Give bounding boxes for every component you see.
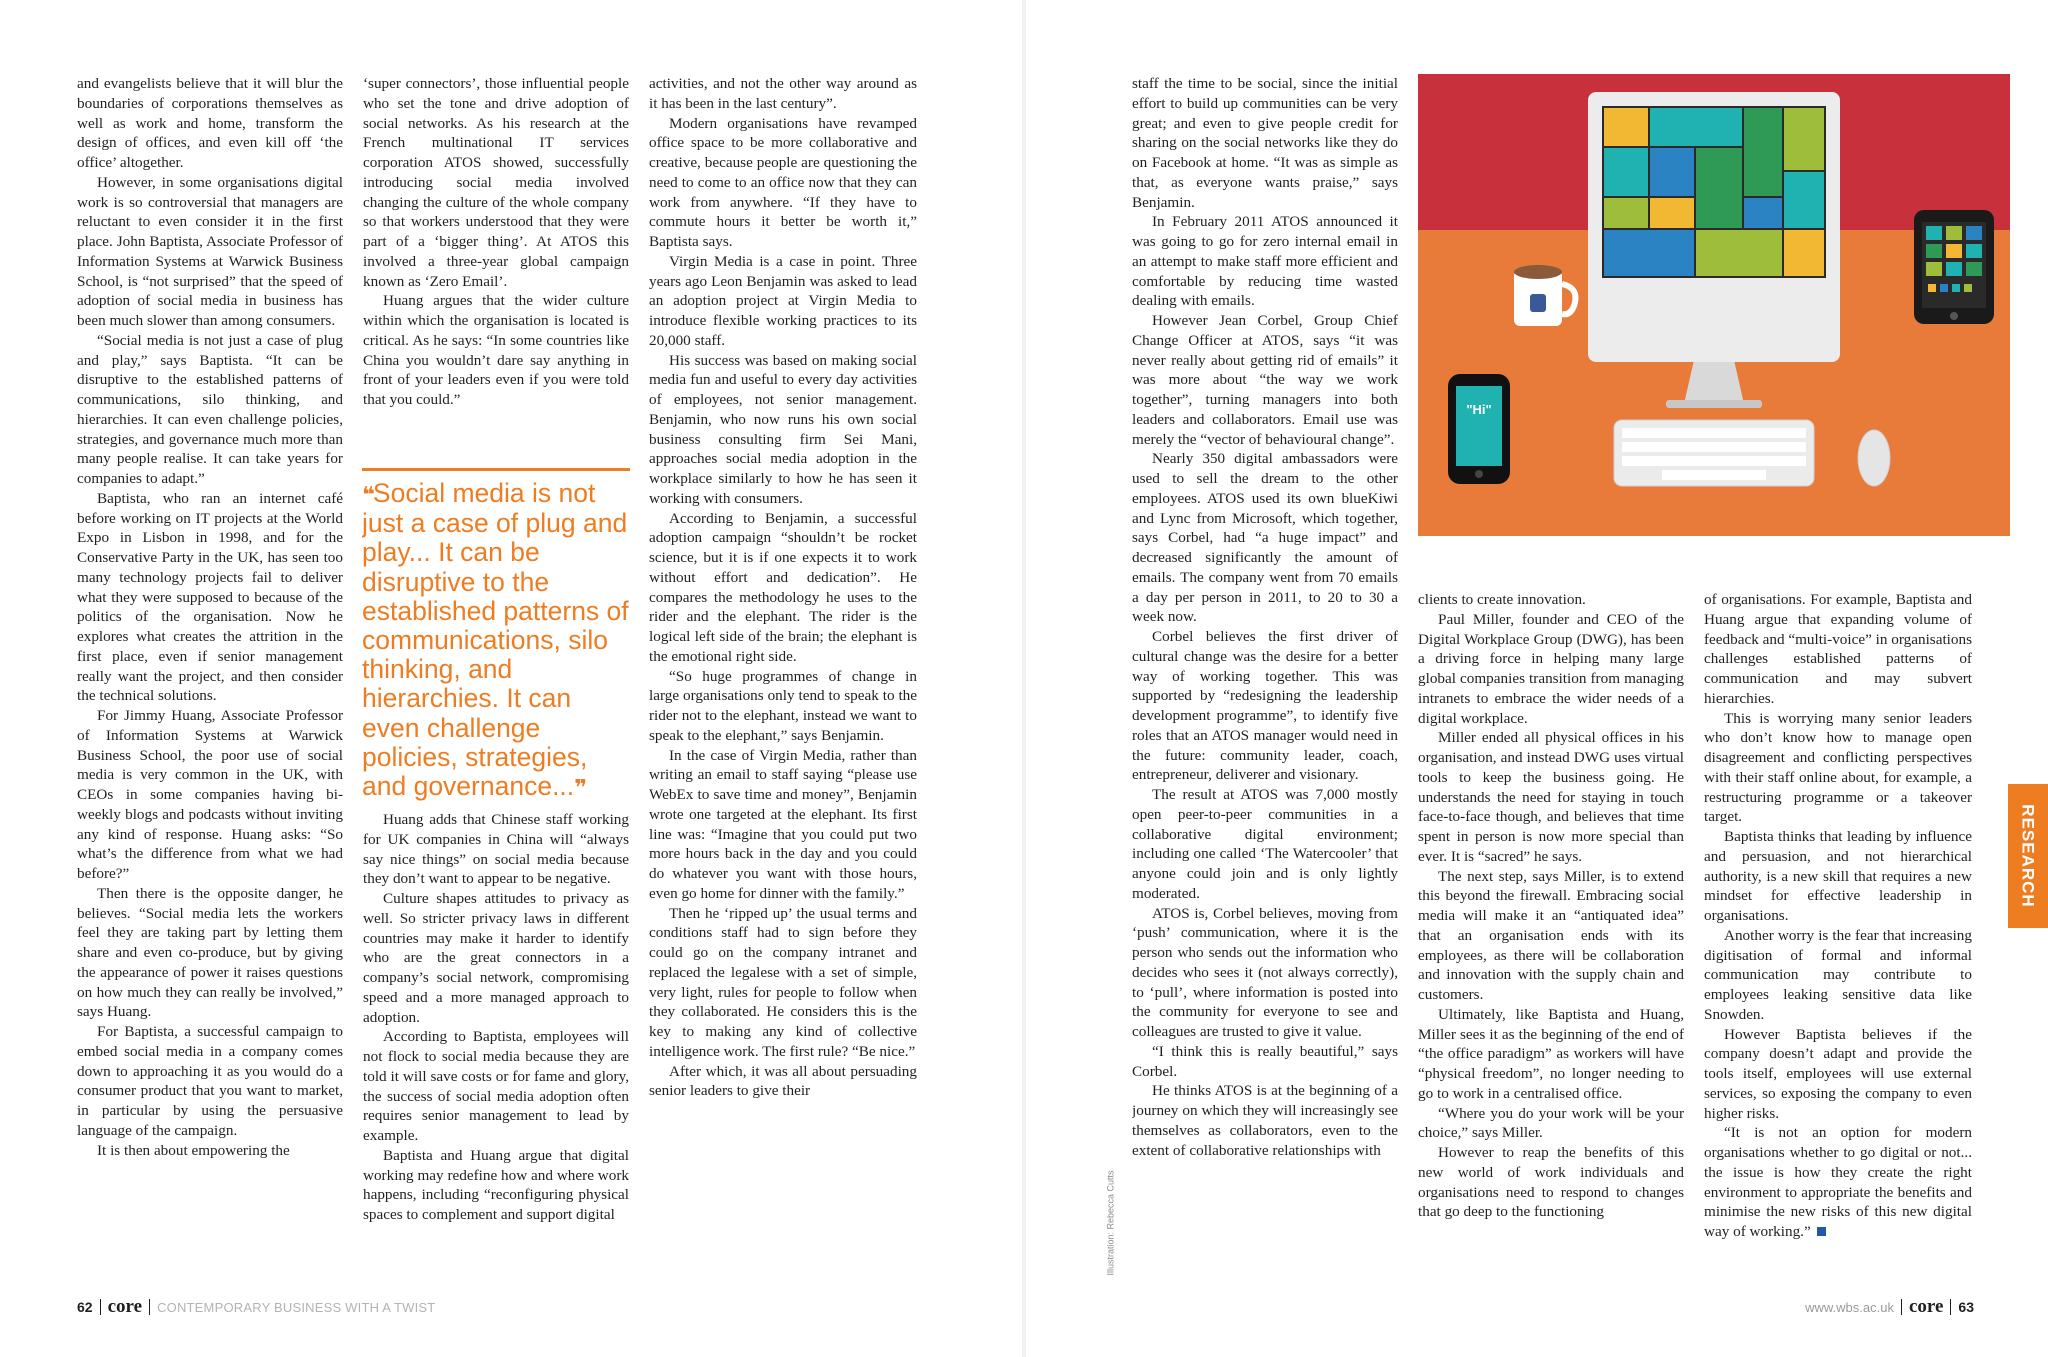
tile: [1604, 198, 1648, 228]
paragraph: However, in some organisations digital work is so controversial that managers are reluctant to even consider it in the first place. John Baptista, Associate Professor of Information Systems at Warwick Business School, is “not surprised” that the speed of adoption of social media in business has been much slower than among consumers.: [77, 173, 343, 329]
end-of-article-mark: [1817, 1227, 1826, 1236]
monitor-stand: [1684, 360, 1744, 404]
paragraph: In February 2011 ATOS announced it was going to go for zero internal email in an attempt to make staff more efficient and comfortable by reducing time wasted dealing with emails.: [1132, 213, 1398, 310]
paragraph: However to reap the benefits of this new world of work individuals and organisations need to respond to changes that go deep to the functioning: [1418, 1144, 1684, 1221]
paragraph: Ultimately, like Baptista and Huang, Miller sees it as the beginning of the end of “the office paradigm” as workers will have “physical freedom”, no longer needing to go to work in a centralised office.: [1418, 1005, 1684, 1102]
paragraph: Corbel believes the first driver of cultural change was the desire for a better way of working together. This was supported by “redesigning the leadership development programme”, to identify five roles that an ATOS manager would need in the future: community leader, coach, entrepreneur, deliverer and visionary.: [1132, 628, 1398, 784]
column-2-top: [363, 74, 629, 458]
paragraph: Virgin Media is a case in point. Three years ago Leon Benjamin was asked to lead an adoption project at Virgin Media to introduce flexible working practices to its 20,000 staff.: [649, 252, 917, 349]
pull-quote: [362, 468, 630, 809]
folio-divider: [1901, 1299, 1902, 1315]
page-number-left: 62: [77, 1299, 93, 1315]
paragraph: However Jean Corbel, Group Chief Change Officer at ATOS, says “it was never really about getting rid of emails” it was more about “the way we work together”, turning managers into both leaders and collaborators. Email use was merely the “vector of behavioural change”.: [1132, 312, 1398, 448]
paragraph: and evangelists believe that it will blur the boundaries of corporations themselves as well as work and home, transform the design of offices, and even kill off ‘the office’ altogether.: [77, 75, 343, 171]
paragraph: Modern organisations have revamped office space to be more collaborative and creative, because people are questioning the need to come to an office now that they can work from anywhere. “If they have to commute hours it better be worth it,” Baptista says.: [649, 114, 917, 250]
column-3: [649, 74, 917, 1264]
paragraph: Huang argues that the wider culture within which the organisation is located is critical. As he says: “In some countries like China you wouldn’t dare say anything in front of your leaders even if you were told that you could.”: [363, 292, 629, 408]
tile: [1650, 148, 1694, 196]
paragraph: “Social media is not just a case of plug and play,” says Baptista. “It can be disruptive to the established patterns of communications, silo thinking, and hierarchies. It can even challenge policies, strategies, and governance much more than many people realise. It can take years for companies to adapt.”: [77, 331, 343, 487]
paragraph: “I think this is really beautiful,” says Corbel.: [1132, 1042, 1398, 1080]
website-url[interactable]: www.wbs.ac.uk: [1805, 1299, 1894, 1315]
folio-divider: [1950, 1299, 1951, 1315]
paragraph: Then there is the opposite danger, he believes. “Social media lets the workers feel they are taking part by letting them share and even co-produce, but by giving the appearance of power it raises questions on how much they can really be involved,” says Huang.: [77, 884, 343, 1021]
spine-gutter: [1022, 0, 1026, 1357]
tile: [1604, 108, 1648, 146]
illustration-credit: Illustration: Rebecca Cutts: [1106, 1170, 1117, 1276]
left-folio: [77, 1296, 435, 1318]
mouse: [1858, 430, 1890, 486]
paragraph: Baptista thinks that leading by influence and persuasion, and not hierarchical authority, is a new skill that requires a new mindset for effective leadership in organisations.: [1704, 828, 1972, 924]
section-tab-label: RESEARCH: [2019, 804, 2038, 908]
column-6: [1704, 590, 1972, 1264]
paragraph: “So huge programmes of change in large organisations only tend to speak to the rider not to the elephant, instead we want to speak to the elephant,” says Benjamin.: [649, 667, 917, 744]
paragraph: The result at ATOS was 7,000 mostly open peer-to-peer communities in a collaborative digital environment; including one called ‘The Watercooler’ that anyone could join and is only lightly moderated.: [1132, 786, 1398, 902]
section-tab: [2008, 784, 2048, 928]
phone-chat-bubble: "Hi": [1466, 402, 1492, 417]
paragraph: Baptista and Huang argue that digital working may redefine how and where work happens, including “reconfiguring physical spaces to complement and support digital: [363, 1146, 629, 1223]
tile: [1784, 230, 1824, 276]
tile: [1784, 108, 1824, 170]
paragraph: staff the time to be social, since the initial effort to build up communities can be very great; and even to give people credit for sharing on the social networks like they do on Facebook at home. “It was as simple as that, as everyone wants praise,” says Benjamin.: [1132, 75, 1398, 211]
paragraph: Paul Miller, founder and CEO of the Digital Workplace Group (DWG), has been a driving force in helping many large global companies transition from managing intranets to embrace the wider needs of a digital workplace.: [1418, 610, 1684, 727]
magazine-logo: core: [107, 1296, 143, 1317]
paragraph: “Where you do your work will be your choice,” says Miller.: [1418, 1104, 1684, 1142]
folio-divider: [100, 1299, 101, 1315]
paragraph: ATOS is, Corbel believes, moving from ‘push’ communication, where it is the person who sends out the information who decides who sees it (not always correctly), to ‘pull’, where information is posted into the community for everyone to see and colleagues are trusted to give it value.: [1132, 904, 1398, 1040]
paragraph: He thinks ATOS is at the beginning of a journey on which they will increasingly see themselves as collaborators, even to the extent of collaborative relationships with: [1132, 1082, 1398, 1159]
tile: [1650, 108, 1742, 146]
paragraph: Miller ended all physical offices in his organisation, and instead DWG uses virtual tools to keep the business going. He understands the need for staying in touch face-to-face though, and believes that time spent in person is now more special than ever. It is “sacred” he says.: [1418, 729, 1684, 865]
office-illustration: [1418, 74, 2010, 536]
magazine-logo: core: [1908, 1296, 1944, 1317]
paragraph: In the case of Virgin Media, rather than writing an email to staff saying “please use WebEx to save time and money”, Benjamin wrote one targeted at the elephant. Its first line was: “Imagine that you could put two more hours back in the day and you could do whatever you want with those hours, even go home for dinner with the family.”: [649, 746, 917, 902]
column-1: [77, 74, 343, 1264]
tile: [1604, 230, 1694, 276]
paragraph: According to Benjamin, a successful adoption campaign “shouldn’t be rocket science, but it is if one expects it to work without effort and dedication”. He compares the methodology he uses to the rider and the elephant. The rider is the logical left side of the brain; the elephant is the emotional right side.: [649, 509, 917, 665]
paragraph: Culture shapes attitudes to privacy as well. So stricter privacy laws in different countries may make it harder to identify who are the great connectors in a company’s social network, compromising speed and a more managed approach to adoption.: [363, 890, 629, 1026]
paragraph: “It is not an option for modern organisations whether to go digital or not... the issue is how they create the right environment to appropriate the benefits and minimise the new risks of this new digital way of working.”: [1704, 1124, 1972, 1240]
coffee: [1514, 265, 1562, 279]
paragraph: According to Baptista, employees will not flock to social media because they are told it will save costs or for fame and glory, the success of social media adoption often requires senior management to lead by example.: [363, 1028, 629, 1144]
phone-screen: [1456, 386, 1502, 466]
paragraph: Another worry is the fear that increasing digitisation of formal and informal communication may contribute to employees leaking sensitive data like Snowden.: [1704, 926, 1972, 1023]
tile: [1696, 230, 1782, 276]
paragraph: For Jimmy Huang, Associate Professor of Information Systems at Warwick Business School, the poor use of social media is very common in the UK, with CEOs in some companies having bi-weekly blogs and podcasts without inviting any kind of response. Huang asks: “So what’s the difference from what we had before?”: [77, 707, 343, 882]
paragraph: After which, it was all about persuading senior leaders to give their: [649, 1062, 917, 1100]
paragraph: For Baptista, a successful campaign to embed social media in a company comes down to approaching it as you would do a consumer product that you want to market, in particular by using the persuasive language of the campaign.: [77, 1023, 343, 1139]
column-2-bottom: [363, 810, 629, 1264]
open-quote-mark: ❝: [362, 482, 373, 507]
monitor-base: [1666, 400, 1762, 408]
tile: [1744, 198, 1782, 228]
magazine-tagline: CONTEMPORARY BUSINESS WITH A TWIST: [157, 1299, 436, 1315]
paragraph: This is worrying many senior leaders who don’t know how to manage open disagreement and conflicting perspectives with their staff online about, for example, a restructuring programme or a takeover target.: [1704, 709, 1972, 826]
right-folio: [1805, 1296, 1974, 1318]
paragraph: activities, and not the other way around as it has been in the last century”.: [649, 75, 917, 112]
paragraph: of organisations. For example, Baptista and Huang argue that expanding volume of feedback and “multi-voice” in organisations challenges established patterns of communication and may subvert hierarchies.: [1704, 591, 1972, 707]
paragraph: However Baptista believes if the company doesn’t adapt and provide the tools itself, employees will use external services, so exposing the company to even higher risks.: [1704, 1025, 1972, 1122]
paragraph: His success was based on making social media fun and useful to every day activities of employees, not senior management. Benjamin, who now runs his own social business consulting firm Sei Mani, approaches social media adoption in the workplace similarly to how he has seen it working with consumers.: [649, 351, 917, 507]
paragraph: Nearly 350 digital ambassadors were used to sell the dream to the other employees. ATOS used its own blueKiwi and Lync from Microsoft, which together, says Corbel, had “a huge impact” and decreased significantly the amount of emails. The company went from 70 emails a day per person in 2011, to 20 to 30 a week now.: [1132, 450, 1398, 626]
paragraph: Baptista, who ran an internet café before working on IT projects at the World Expo in Lisbon in 1998, and for the Conservative Party in the UK, has seen too many technology projects fail to deliver what they were supposed to because of the politics of the organisation. Now he explores what creates the attrition in the first place, even if senior management really want the project, and then consider the technical solutions.: [77, 489, 343, 705]
paragraph: Then he ‘ripped up’ the usual terms and conditions staff had to sign before they could go on the company intranet and replaced the legalese with a set of simple, very light, rules for people to follow when they collaborated. He considers this is the key to making any kind of collective intelligence work. The first rule? “Be nice.”: [649, 904, 917, 1060]
column-5: [1418, 590, 1684, 1264]
folio-divider: [149, 1299, 150, 1315]
paragraph: Huang adds that Chinese staff working for UK companies in China will “always say nice things” on social media because they don’t want to appear to be negative.: [363, 811, 629, 888]
paragraph: ‘super connectors’, those influential people who set the tone and drive adoption of social networks. As his research at the French multinational IT services corporation ATOS showed, successfully introducing social media involved changing the culture of the whole company so that workers understood that they were part of a ‘bigger thing’. At ATOS this involved a three-year global campaign known as ‘Zero Email’.: [363, 75, 629, 290]
close-quote-mark: ❞: [574, 775, 586, 801]
paragraph: The next step, says Miller, is to extend this beyond the firewall. Embracing social media will make it an “antiquated idea” that an organisation ends with its employees, as there will be collaboration and innovation with the supply chain and customers.: [1418, 867, 1684, 1003]
tablet-home-button: [1950, 312, 1958, 320]
tile: [1784, 172, 1824, 228]
tile: [1604, 148, 1648, 196]
page-number-right: 63: [1958, 1299, 1974, 1315]
paragraph: It is then about empowering the: [97, 1141, 290, 1159]
pull-quote-text: Social media is not just a case of plug and play... It can be disruptive to the established patterns of communications, silo thinking, and hierarchies. It can even challenge policies, strategies, and governance...: [362, 478, 629, 802]
phone-home-button: [1475, 470, 1483, 478]
paragraph: clients to create innovation.: [1418, 591, 1586, 608]
tile: [1744, 108, 1782, 196]
like-thumb-icon: [1530, 294, 1546, 312]
tile: [1696, 148, 1742, 228]
tile: [1650, 198, 1694, 228]
column-4: [1132, 74, 1398, 1264]
